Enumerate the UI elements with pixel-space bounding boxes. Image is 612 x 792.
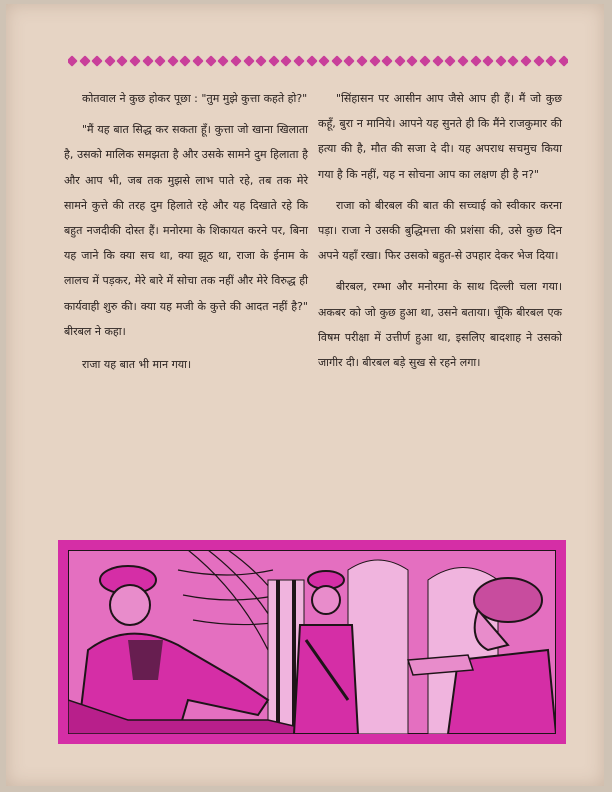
story-illustration [58,540,566,744]
paragraph: राजा को बीरबल की बात की सच्चाई को स्वीकार करना पड़ा। राजा ने उसकी बुद्धिमत्ता की प्रशंसा की, उसे कुछ दिन अपने यहाँ रखा। फिर उसको बहुत-से उपहार देकर भेज दिया। [318,198,562,263]
decorative-border-strip [68,54,568,68]
paragraph: बीरबल, रम्भा और मनोरमा के साथ दिल्ली चला गया। अकबर को जो कुछ हुआ था, उसने बताया। चूँकि बीरबल एक विषम परीक्षा में उत्तीर्ण हुआ था, इसलिए बादशाह ने उसको जागीर दी। बीरबल बड़े सुख से रहने लगा। [318,280,562,370]
court-scene-drawing [68,550,556,734]
left-text-column [64,86,308,383]
paragraph: कोतवाल ने कुछ होकर पूछा : "तुम मुझे कुत्ता कहते हो?" [82,92,308,105]
paragraph: "सिंहासन पर आसीन आप जैसे आप ही हैं। मैं जो कुछ कहूँ, बुरा न मानिये। आपने यह सुनते ही कि मैंने राजकुमार की हत्या की है, मौत की सजा दे दी। यह अपराध सचमुच किया गया है कि नहीं, यह न सोचना आप का लक्षण ही है न?" [318,92,562,181]
paragraph: "मैं यह बात सिद्ध कर सकता हूँ। कुत्ता जो खाना खिलाता है, उसको मालिक समझता है और उसके सामने दुम हिलाता है और आप भी, जब तक मुझसे लाभ पाते रहे, तब तक मेरे सामने कुत्ते की तरह दुम हिलाते रहे और यह दिखाते रहे कि बहुत नजदीकी दोस्त हैं। मनोरमा के शिकायत करने पर, बिना यह जाने कि क्या सच था, क्या झूठ था, राजा के ईनाम के लालच में पड़कर, मेरे बारे में सोचा तक नहीं और मेरे विरुद्ध ही कार्यवाही शुरु की। क्या यह मजी के कुत्ते की आदत नहीं है?" बीरबल ने कहा। [64,123,308,338]
right-text-column [318,86,562,381]
paragraph: राजा यह बात भी मान गया। [82,358,192,372]
